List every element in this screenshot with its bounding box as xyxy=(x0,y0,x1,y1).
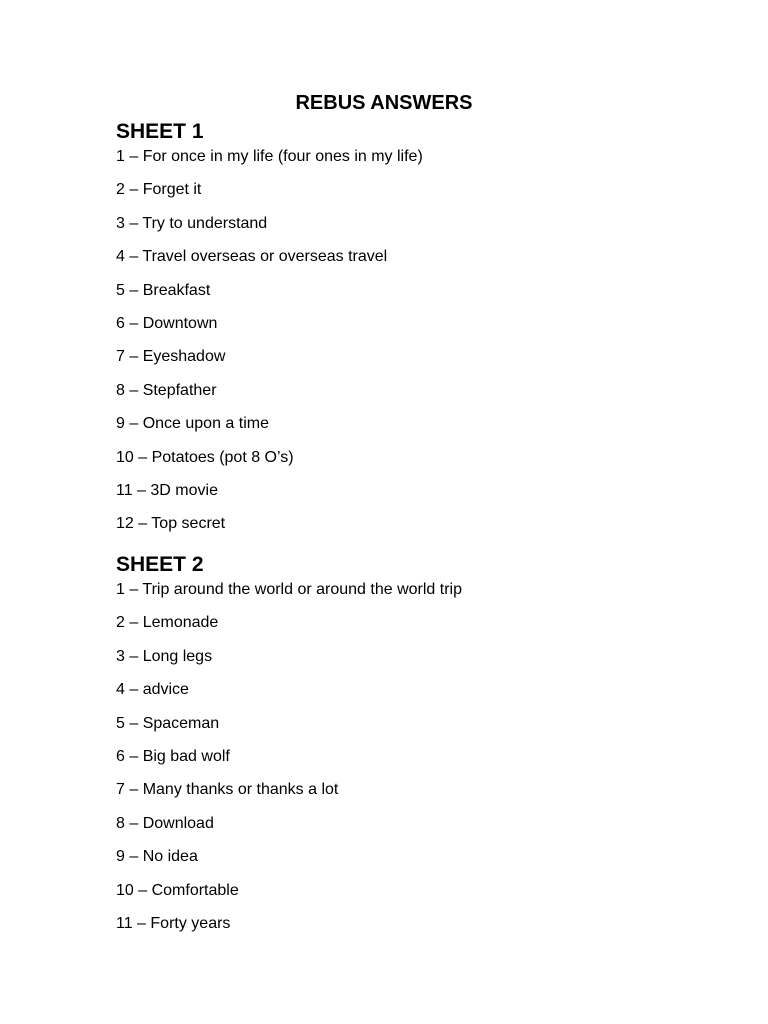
answer-item: 10 – Comfortable xyxy=(116,881,239,899)
answer-item: 10 – Potatoes (pot 8 O’s) xyxy=(116,448,294,466)
answer-item: 2 – Forget it xyxy=(116,181,202,199)
answer-item: 1 – Trip around the world or around the world trip xyxy=(116,581,462,598)
answer-item: 5 – Breakfast xyxy=(116,281,211,299)
answer-item: 3 – Long legs xyxy=(116,647,213,665)
answer-item: 11 – Forty years xyxy=(116,914,231,932)
sheet-1-heading: SHEET 1 xyxy=(116,120,204,143)
sheet-2-heading: SHEET 2 xyxy=(116,553,204,576)
answer-item: 12 – Top secret xyxy=(116,515,226,533)
answer-item: 7 – Eyeshadow xyxy=(116,348,226,366)
answer-item: 8 – Stepfather xyxy=(116,381,217,399)
answer-item: 11 – 3D movie xyxy=(116,481,218,499)
answer-item: 6 – Big bad wolf xyxy=(116,747,230,765)
answer-item: 9 – Once upon a time xyxy=(116,415,269,433)
answer-item: 4 – advice xyxy=(116,681,189,699)
answer-item: 1 – For once in my life (four ones in my life) xyxy=(116,148,423,165)
page-title: REBUS ANSWERS xyxy=(295,92,473,114)
answer-item: 9 – No idea xyxy=(116,848,198,866)
answer-item: 8 – Download xyxy=(116,814,214,832)
answer-item: 5 – Spaceman xyxy=(116,714,220,732)
answer-item: 3 – Try to understand xyxy=(116,214,268,232)
answer-item: 7 – Many thanks or thanks a lot xyxy=(116,781,339,799)
answer-item: 6 – Downtown xyxy=(116,314,218,332)
sheet-1-section xyxy=(116,117,676,548)
answer-item: 2 – Lemonade xyxy=(116,614,219,632)
sheet-2-section xyxy=(116,550,676,947)
answer-item: 4 – Travel overseas or overseas travel xyxy=(116,248,388,266)
